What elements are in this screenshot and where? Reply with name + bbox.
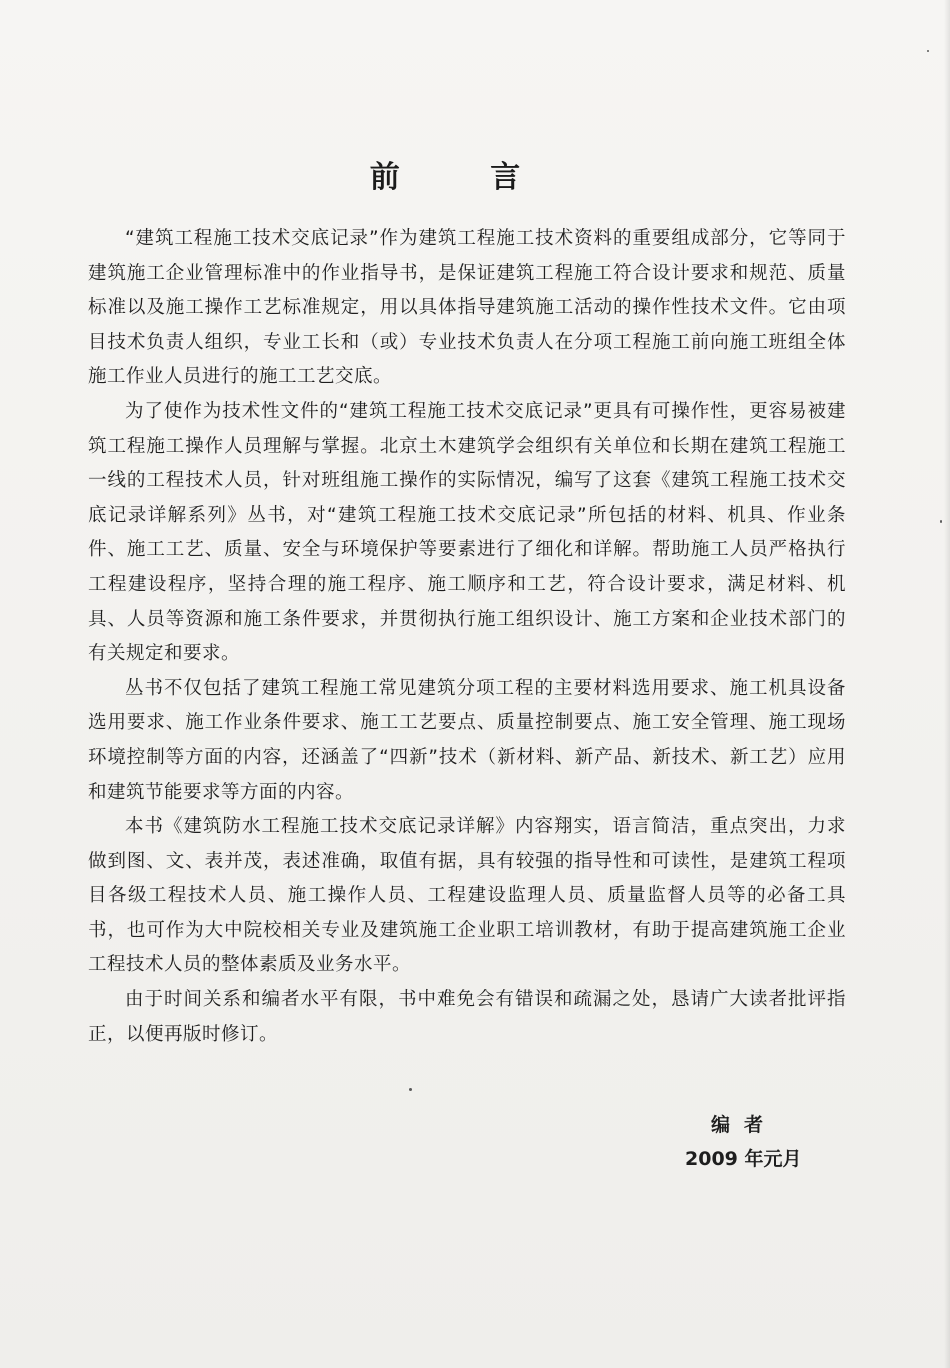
page-title: 前 言 xyxy=(369,160,561,195)
paragraph-2: 为了使作为技术性文件的“建筑工程施工技术交底记录”更具有可操作性，更容易被建筑工程施工操作人员理解与掌握。北京土木建筑学会组织有关单位和长期在建筑工程施工一线的工程技术人员，针对班组施工操作的实际情况，编写了这套《建筑工程施工技术交底记录详解系列》丛书，对“建筑工程施工技术交底记录”所包括的材料、机具、作业条件、施工工艺、质量、安全与环境保护等要素进行了细化和详解。帮助施工人员严格执行工程建设程序，坚持合理的施工程序、施工顺序和工艺，符合设计要求，满足材料、机具、人员等资源和施工条件要求，并贯彻执行施工组织设计、施工方案和企业技术部门的有关规定和要求。 xyxy=(88,400,846,665)
signature-author: 编者 xyxy=(711,1114,778,1136)
paragraph-3: 丛书不仅包括了建筑工程施工常见建筑分项工程的主要材料选用要求、施工机具设备选用要求、施工作业条件要求、施工工艺要点、质量控制要点、施工安全管理、施工现场环境控制等方面的内容，还涵盖了“四新”技术（新材料、新产品、新技术、新工艺）应用和建筑节能要求等方面的内容。 xyxy=(88,677,846,803)
paragraph-4: 本书《建筑防水工程施工技术交底记录详解》内容翔实，语言简洁，重点突出，力求做到图、文、表并茂，表述准确，取值有据，具有较强的指导性和可读性，是建筑工程项目各级工程技术人员、施工操作人员、工程建设监理人员、质量监督人员等的必备工具书，也可作为大中院校相关专业及建筑施工企业职工培训教材，有助于提高建筑施工企业工程技术人员的整体素质及业务水平。 xyxy=(88,816,846,976)
scan-speck xyxy=(940,520,942,523)
scan-speck xyxy=(927,50,929,52)
signature-date: 2009 年元月 xyxy=(685,1148,802,1170)
page-edge-shadow xyxy=(944,0,950,1368)
paragraph-1: “建筑工程施工技术交底记录”作为建筑工程施工技术资料的重要组成部分，它等同于建筑施工企业管理标准中的作业指导书，是保证建筑工程施工符合设计要求和规范、质量标准以及施工操作工艺标准规定，用以具体指导建筑施工活动的操作性技术文件。它由项目技术负责人组织，专业工长和（或）专业技术负责人在分项工程施工前向施工班组全体施工作业人员进行的施工工艺交底。 xyxy=(88,228,846,388)
preface-body xyxy=(88,222,846,1052)
scan-speck xyxy=(409,1088,412,1091)
paragraph-5: 由于时间关系和编者水平有限，书中难免会有错误和疏漏之处，恳请广大读者批评指正，以便再版时修订。 xyxy=(88,989,846,1045)
